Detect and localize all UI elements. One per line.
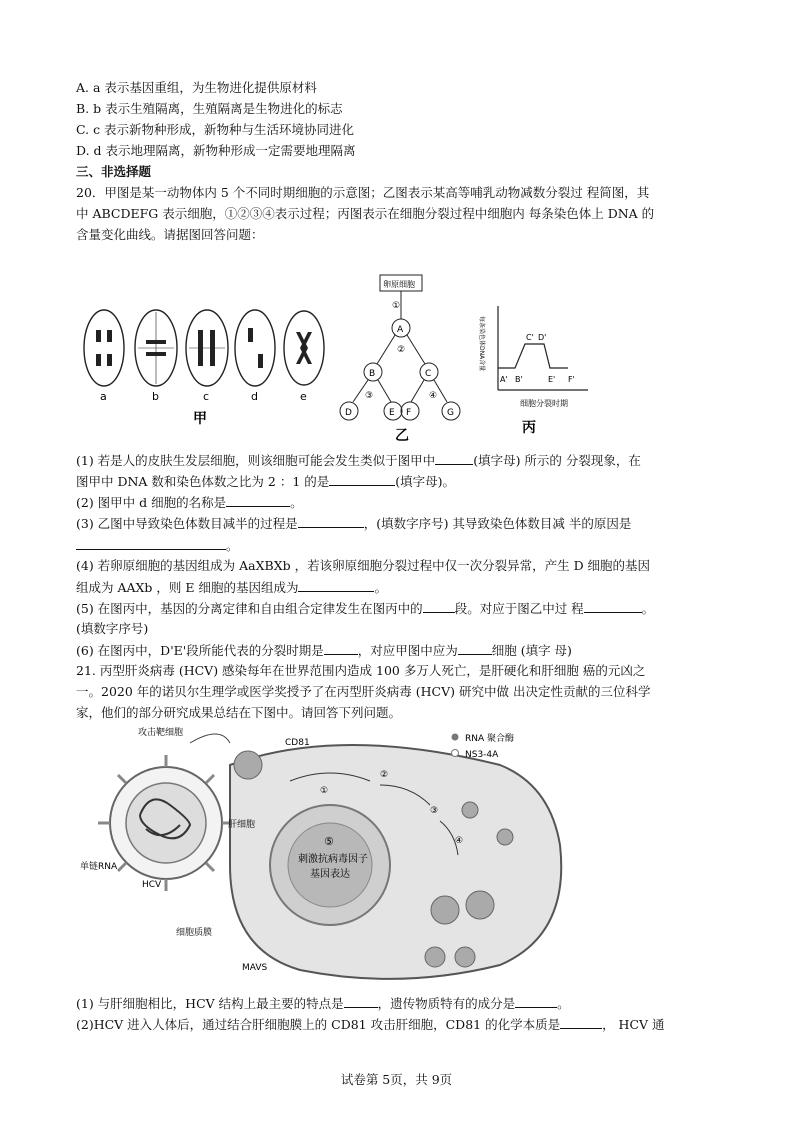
nucleus-step-5: ⑤ <box>324 835 334 848</box>
q20-p1-text-b: (填字母) 所示的 分裂现象，在 <box>473 453 641 468</box>
answer-blank[interactable] <box>76 537 226 550</box>
q20-stem-2: 中 ABCDEFG 表示细胞，①②③④表示过程；丙图表示在细胞分裂过程中细胞内 每条染色体上 DNA 的 <box>76 206 655 221</box>
bing-point-d: D' <box>538 333 547 342</box>
answer-blank[interactable] <box>560 1016 602 1029</box>
yi-node-e: E <box>389 408 395 418</box>
q20-p1-text-a: (1) 若是人的皮肤生发层细胞，则该细胞可能会发生类似于图甲中 <box>76 453 436 468</box>
caption-bing: 丙 <box>522 420 536 436</box>
q20-p5-text-c: 。 <box>641 601 655 616</box>
figure-jia <box>76 300 326 430</box>
q20-stem-1: 20．甲图是某一动物体内 5 个不同时期细胞的示意图；乙图表示某高等哺乳动物减数分裂过 程简图，其 <box>76 185 650 200</box>
legend-dot-filled <box>452 734 459 741</box>
yi-node-c: C <box>425 369 432 379</box>
yi-top-box: 卵原细胞 <box>383 280 415 289</box>
legend-rna-polymerase: RNA 聚合酶 <box>465 734 515 744</box>
figure-hcv <box>80 725 625 985</box>
q20-p3-text-c: 。 <box>226 538 239 553</box>
figure-bing <box>470 298 600 443</box>
label-ssrna: 单链RNA <box>80 862 118 872</box>
q21-p1-text-b: ，遗传物质特有的成分是 <box>377 996 516 1011</box>
cell-label-a: a <box>100 390 107 403</box>
cell-label-c: c <box>203 390 210 403</box>
answer-blank[interactable] <box>423 600 455 613</box>
label-liver-cell: 肝细胞 <box>228 820 256 830</box>
yi-node-f: F <box>406 408 412 418</box>
hcv-step-2: ② <box>380 770 389 780</box>
nucleus-text-2: 基因表达 <box>310 869 350 880</box>
q20-p3-line2 <box>76 537 239 554</box>
q21-p1-text-c: 。 <box>557 996 570 1011</box>
q20-p2 <box>76 494 303 511</box>
q21-stem-1: 21. 丙型肝炎病毒 (HCV) 感染每年在世界范围内造成 100 多万人死亡，是肝硬化和肝细胞 癌的元凶之 <box>76 663 646 678</box>
hcv-step-4: ④ <box>455 836 464 846</box>
bing-point-b: B' <box>515 375 523 384</box>
q20-stem-3: 含量变化曲线。请据图回答问题： <box>76 227 264 242</box>
legend-ns3-4a: NS3-4A <box>465 750 499 760</box>
yi-step-4: ④ <box>429 391 438 401</box>
q20-p5-line1 <box>76 600 654 617</box>
section-title: 三、非选择题 <box>76 164 152 179</box>
q20-p5-line2: (填数字序号) <box>76 621 149 636</box>
label-hcv: HCV <box>142 880 162 890</box>
answer-blank[interactable] <box>329 473 395 486</box>
yi-node-b: B <box>369 369 376 379</box>
q20-p5-text-a: (5) 在图丙中，基因的分离定律和自由组合定律发生在图丙中的 <box>76 601 423 616</box>
yi-step-1: ① <box>392 301 401 311</box>
answer-blank[interactable] <box>584 600 642 613</box>
q21-p2 <box>76 1016 665 1033</box>
option-a: A. a 表示基因重组，为生物进化提供原材料 <box>76 80 317 95</box>
q20-p3-text-a: (3) 乙图中导致染色体数目减半的过程是 <box>76 516 298 531</box>
figure-yi <box>335 272 470 447</box>
page-footer: 试卷第 5页，共 9页 <box>340 1072 453 1087</box>
option-d: D. d 表示地理隔离，新物种形成一定需要地理隔离 <box>76 143 356 158</box>
bing-point-e: E' <box>548 375 556 384</box>
label-membrane: 细胞质膜 <box>176 928 213 938</box>
q20-p4-text-c: 。 <box>374 580 387 595</box>
q20-p6-text-b: ，对应甲图中应为 <box>357 643 458 658</box>
q20-p6-text-a: (6) 在图丙中，D'E'段所能代表的分裂时期是 <box>76 643 324 658</box>
yi-step-2: ② <box>397 345 406 355</box>
nucleus-text-1: 刺激抗病毒因子 <box>298 854 368 865</box>
option-b: B. b 表示生殖隔离，生殖隔离是生物进化的标志 <box>76 101 343 116</box>
q20-p1-line2 <box>76 473 455 490</box>
answer-blank[interactable] <box>226 494 290 507</box>
caption-jia: 甲 <box>193 411 207 427</box>
q20-p2-text-a: (2) 图甲中 d 细胞的名称是 <box>76 495 227 510</box>
q21-stem-3: 家，他们的部分研究成果总结在下图中。请回答下列问题。 <box>76 705 402 720</box>
answer-blank[interactable] <box>515 995 557 1008</box>
q20-p4-text-b: 组成为 AAXb ，则 E 细胞的基因组成为 <box>76 580 299 595</box>
q20-p6-text-c: 细胞 (填字 母) <box>491 643 572 658</box>
cell-label-e: e <box>300 390 307 403</box>
bing-point-c: C' <box>526 333 534 342</box>
q20-p6 <box>76 642 572 659</box>
yi-node-g: G <box>447 408 454 418</box>
label-cd81: CD81 <box>285 738 310 748</box>
q20-p1-text-c: 图甲中 DNA 数和染色体数之比为 2 ：1 的是 <box>76 474 330 489</box>
yi-step-3: ③ <box>365 391 374 401</box>
bing-ylabel: 每条染色体DNA含量 <box>478 316 485 372</box>
q20-p1-line1 <box>76 452 641 469</box>
hcv-step-1: ① <box>320 786 329 796</box>
bing-point-f: F' <box>568 375 575 384</box>
q21-p1-text-a: (1) 与肝细胞相比，HCV 结构上最主要的特点是 <box>76 996 344 1011</box>
q20-p2-text-b: 。 <box>290 495 303 510</box>
q21-p2-text-b: ， HCV 通 <box>602 1017 665 1032</box>
q20-p3-line1 <box>76 515 631 532</box>
q20-p3-text-b: ，(填数字序号) 其导致染色体数目减 半的原因是 <box>363 516 632 531</box>
cell-label-b: b <box>152 390 159 403</box>
label-mavs: MAVS <box>242 963 268 973</box>
q21-p1 <box>76 995 570 1012</box>
legend-dot-hollow <box>452 750 459 757</box>
answer-blank[interactable] <box>324 642 358 655</box>
answer-blank[interactable] <box>298 515 364 528</box>
answer-blank[interactable] <box>298 579 374 592</box>
bing-point-a: A' <box>500 375 508 384</box>
yi-node-d: D <box>345 408 352 418</box>
option-c: C. c 表示新物种形成，新物种与生活环境协同进化 <box>76 122 355 137</box>
caption-yi: 乙 <box>395 428 409 444</box>
q20-p1-text-d: (填字母)。 <box>395 474 456 489</box>
q20-p4-line2 <box>76 579 387 596</box>
q20-p5-text-b: 段。对应于图乙中过 程 <box>454 601 584 616</box>
bing-xlabel: 细胞分裂时期 <box>520 399 568 408</box>
yi-node-a: A <box>397 325 404 335</box>
q21-p2-text-a: (2)HCV 进入人体后，通过结合肝细胞膜上的 CD81 攻击肝细胞，CD81 的化学本质是 <box>76 1017 561 1032</box>
hcv-virion <box>98 755 234 891</box>
q20-p4-line1: (4) 若卵原细胞的基因组成为 AaXBXb ，若该卵原细胞分裂过程中仅一次分裂异常，产生 D 细胞的基因 <box>76 558 651 573</box>
q21-stem-2: 一。2020 年的诺贝尔生理学或医学奖授予了在丙型肝炎病毒 (HCV) 研究中做 出决定性贡献的三位科学 <box>76 684 651 699</box>
label-attack: 攻击靶细胞 <box>138 728 184 738</box>
cell-label-d: d <box>251 390 258 403</box>
hcv-step-3: ③ <box>430 806 439 816</box>
answer-blank[interactable] <box>435 452 473 465</box>
answer-blank[interactable] <box>458 642 492 655</box>
answer-blank[interactable] <box>344 995 378 1008</box>
